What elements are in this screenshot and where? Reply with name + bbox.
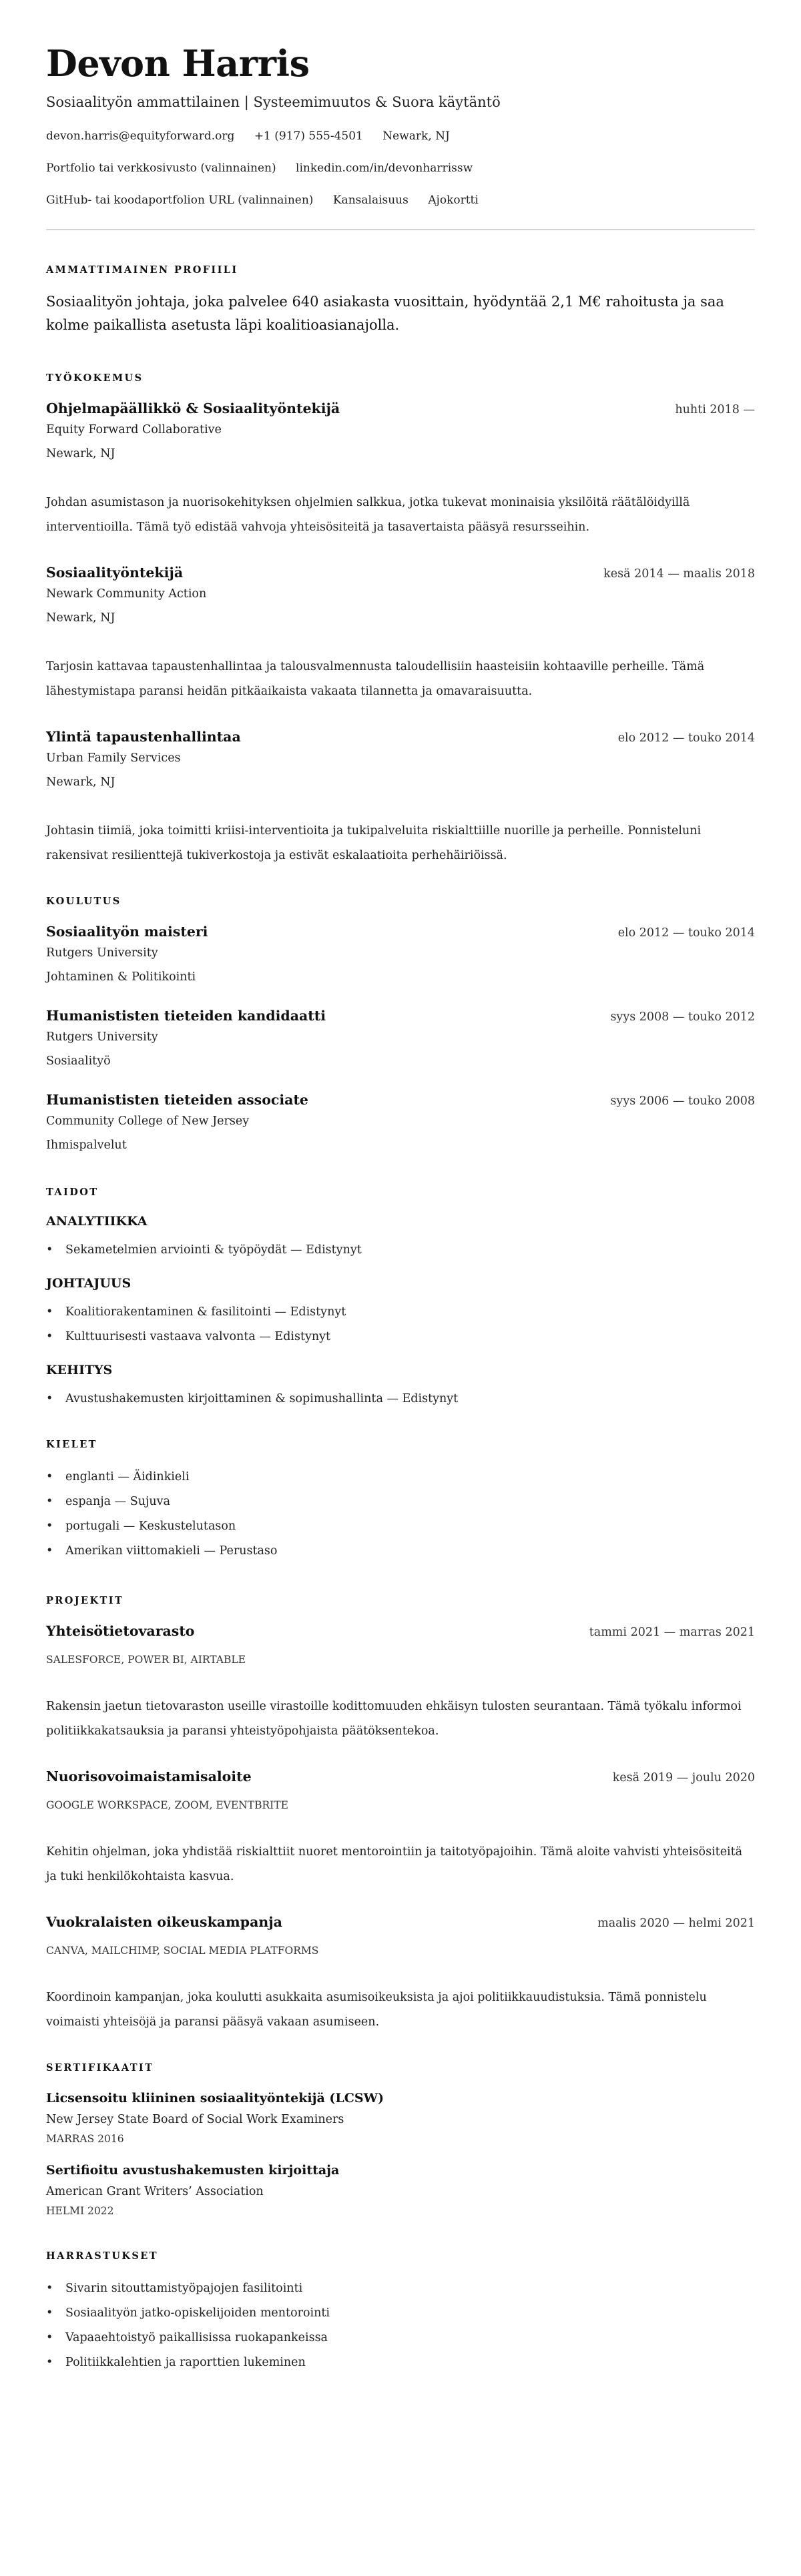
experience-entry (46, 727, 755, 868)
project-name: Yhteisötietovarasto (46, 1623, 195, 1639)
profile-text: Sosiaalityön johtaja, joka palvelee 640 asiakasta vuosittain, hyödyntää 2,1 M€ rahoitusta ja saa kolme paikallista asetusta läpi koalitioasianajolla. (46, 294, 724, 333)
certification-date: HELMI 2022 (46, 2205, 114, 2217)
degree-field: Sosiaalityö (46, 1054, 111, 1068)
job-date: huhti 2018 — (675, 403, 755, 416)
section-title-projects: PROJEKTIT (46, 1595, 124, 1606)
experience-entry (46, 398, 755, 540)
project-name: Vuokralaisten oikeuskampanja (46, 1914, 282, 1930)
job-title: Sosiaalityöntekijä (46, 565, 184, 581)
job-description: Johdan asumistason ja nuorisokehityksen ohjelmien salkkua, jotka tukevat moninaisia yksilöitä räätälöidyillä interventioilla. Tämä työ edistää vahvoja yhteisösiteitä ja tasavertaista pääsyä resursseihin. (46, 496, 690, 534)
skill-group-title: JOHTAJUUS (46, 1276, 131, 1291)
job-title: Ylintä tapaustenhallintaa (46, 729, 241, 745)
contact-github[interactable]: GitHub- tai koodaportfolion URL (valinnainen) (46, 194, 314, 207)
projects-section (46, 1594, 755, 2035)
certification-date: MARRAS 2016 (46, 2133, 124, 2145)
contact-drivers-license: Ajokortti (428, 194, 479, 207)
skill-list (46, 1300, 755, 1349)
school-name: Rutgers University (46, 1030, 158, 1044)
education-entry (46, 1090, 755, 1155)
contact-row-1 (46, 128, 755, 144)
job-date: kesä 2014 — maalis 2018 (603, 567, 755, 581)
job-title: Ohjelmapäällikkö & Sosiaalityöntekijä (46, 400, 340, 416)
certification-issuer: American Grant Writers’ Association (46, 2185, 264, 2198)
job-location: Newark, NJ (46, 447, 115, 460)
skill-list (46, 1387, 755, 1411)
section-title-skills: TAIDOT (46, 1187, 99, 1198)
hobby-item: • Vapaaehtoistyö paikallisissa ruokapankeissa (46, 2326, 755, 2350)
job-organization: Newark Community Action (46, 587, 207, 601)
hobby-item: • Sivarin sitouttamistyöpajojen fasilitointi (46, 2276, 755, 2301)
contact-phone[interactable]: +1 (917) 555-4501 (254, 129, 363, 143)
degree-date: syys 2006 — touko 2008 (610, 1094, 755, 1108)
skill-group-title: ANALYTIIKKA (46, 1214, 148, 1229)
certifications-section (46, 2061, 755, 2219)
degree-date: elo 2012 — touko 2014 (617, 926, 755, 940)
certification-entry (46, 2088, 755, 2147)
job-description: Johtasin tiimiä, joka toimitti kriisi-interventioita ja tukipalveluita riskialttiille nuorille ja perheille. Ponnisteluni rakensivat resilienttejä tukiverkostoja ja estivät eskalaatioita perhehäiriöissä. (46, 824, 702, 862)
language-item: • Amerikan viittomakieli — Perustaso (46, 1539, 755, 1564)
job-organization: Equity Forward Collaborative (46, 423, 222, 436)
section-title-experience: TYÖKOKEMUS (46, 372, 144, 384)
section-title-hobbies: HARRASTUKSET (46, 2250, 158, 2262)
section-title-profile: AMMATTIMAINEN PROFIILI (46, 264, 238, 276)
skill-item: • Koalitiorakentaminen & fasilitointi — Edistynyt (46, 1300, 755, 1325)
project-date: tammi 2021 — marras 2021 (589, 1626, 755, 1639)
education-section (46, 895, 755, 1155)
project-description: Kehitin ohjelman, joka yhdistää riskialttiit nuoret mentorointiin ja taitotyöpajoihin. Tämä aloite vahvisti yhteisösiteitä ja tuki henkilökohtaista kasvua. (46, 1845, 743, 1883)
degree-title: Sosiaalityön maisteri (46, 924, 208, 940)
project-tech: CANVA, MAILCHIMP, SOCIAL MEDIA PLATFORMS (46, 1945, 319, 1957)
project-name: Nuorisovoimaistamisaloite (46, 1768, 252, 1785)
certification-name: Sertifioitu avustushakemusten kirjoittaja (46, 2163, 340, 2178)
job-location: Newark, NJ (46, 775, 115, 789)
resume-header (46, 39, 755, 208)
education-entry (46, 922, 755, 987)
job-date: elo 2012 — touko 2014 (617, 731, 755, 745)
header-divider (46, 229, 755, 230)
skill-item: • Sekametelmien arviointi & työpöydät — Edistynyt (46, 1238, 755, 1263)
project-tech: SALESFORCE, POWER BI, AIRTABLE (46, 1654, 246, 1666)
skill-item: • Avustushakemusten kirjoittaminen & sopimushallinta — Edistynyt (46, 1387, 755, 1411)
section-title-languages: KIELET (46, 1439, 97, 1450)
language-item: • englanti — Äidinkieli (46, 1465, 755, 1490)
language-list (46, 1465, 755, 1564)
degree-field: Johtaminen & Politikointi (46, 970, 196, 984)
skill-list (46, 1238, 755, 1263)
contact-row-3 (46, 192, 755, 208)
certification-name: Licsensoitu kliininen sosiaalityöntekijä (LCSW) (46, 2091, 384, 2106)
experience-section (46, 372, 755, 868)
skills-section (46, 1186, 755, 1411)
school-name: Rutgers University (46, 946, 158, 960)
project-entry (46, 1621, 755, 1744)
skill-group-title: KEHITYS (46, 1363, 113, 1377)
languages-section (46, 1438, 755, 1564)
contact-row-2 (46, 160, 755, 176)
degree-field: Ihmispalvelut (46, 1139, 127, 1152)
certification-entry (46, 2160, 755, 2219)
job-organization: Urban Family Services (46, 751, 181, 765)
language-item: • espanja — Sujuva (46, 1490, 755, 1514)
hobbies-section (46, 2250, 755, 2375)
candidate-subtitle: Sosiaalityön ammattilainen | Systeemimuutos & Suora käytäntö (46, 94, 501, 110)
project-description: Rakensin jaetun tietovaraston useille virastoille kodittomuuden ehkäisyn tulosten seurantaan. Tämä työkalu informoi politiikkakatsauksia ja paransi yhteistyöpohjaista päätöksentekoa. (46, 1700, 742, 1738)
profile-section (46, 264, 755, 337)
contact-portfolio[interactable]: Portfolio tai verkkosivusto (valinnainen) (46, 162, 276, 175)
degree-date: syys 2008 — touko 2012 (610, 1010, 755, 1024)
job-location: Newark, NJ (46, 611, 115, 625)
project-description: Koordinoin kampanjan, joka koulutti asukkaita asumisoikeuksista ja ajoi politiikkauudistuksia. Tämä ponnistelu voimaisti yhteisöjä ja paransi pääsyä vakaan asumiseen. (46, 1991, 707, 2029)
project-date: maalis 2020 — helmi 2021 (597, 1917, 755, 1930)
language-item: • portugali — Keskustelutason (46, 1514, 755, 1539)
education-entry (46, 1006, 755, 1071)
degree-title: Humanististen tieteiden associate (46, 1092, 308, 1108)
job-description: Tarjosin kattavaa tapaustenhallintaa ja talousvalmennusta taloudellisiin haasteisiin kohtaaville perheille. Tämä lähestymistapa paransi heidän pitkäaikaista vakaata tilannetta ja omavaraisuutta. (46, 660, 705, 698)
contact-linkedin[interactable]: linkedin.com/in/devonharrissw (296, 162, 473, 175)
certification-issuer: New Jersey State Board of Social Work Examiners (46, 2113, 344, 2126)
degree-title: Humanististen tieteiden kandidaatti (46, 1008, 326, 1024)
project-entry (46, 1766, 755, 1889)
hobby-item: • Sosiaalityön jatko-opiskelijoiden mentorointi (46, 2301, 755, 2326)
candidate-name: Devon Harris (46, 42, 310, 85)
project-entry (46, 1912, 755, 2035)
skill-item: • Kulttuurisesti vastaava valvonta — Edistynyt (46, 1325, 755, 1349)
project-tech: GOOGLE WORKSPACE, ZOOM, EVENTBRITE (46, 1799, 288, 1811)
experience-entry (46, 563, 755, 704)
contact-citizenship: Kansalaisuus (332, 194, 409, 207)
contact-location: Newark, NJ (382, 129, 450, 143)
hobby-list (46, 2276, 755, 2375)
project-date: kesä 2019 — joulu 2020 (612, 1771, 755, 1785)
contact-email[interactable]: devon.harris@equityforward.org (46, 129, 235, 143)
school-name: Community College of New Jersey (46, 1114, 250, 1128)
hobby-item: • Politiikkalehtien ja raporttien lukeminen (46, 2350, 755, 2375)
section-title-education: KOULUTUS (46, 896, 121, 907)
section-title-certifications: SERTIFIKAATIT (46, 2062, 154, 2073)
